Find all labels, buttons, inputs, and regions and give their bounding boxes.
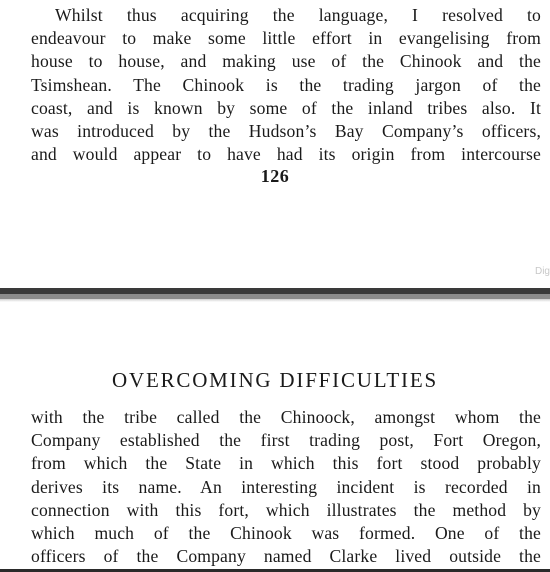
text-line: coast, and is known by some of the inland tribes also. It bbox=[31, 97, 541, 118]
text-line: Tsimshean. The Chinook is the trading jargon of the bbox=[31, 74, 541, 95]
text-line: house to house, and making use of the Chinook and the bbox=[31, 51, 541, 72]
text-line: Company established the first trading post, Fort Oregon, bbox=[31, 430, 541, 451]
top-page bbox=[0, 0, 550, 284]
text-line: was introduced by the Hudson’s Bay Company’s officers, bbox=[31, 120, 541, 141]
text-line: officers of the Company named Clarke lived outside the bbox=[31, 546, 541, 567]
text-line: derives its name. An interesting incident is recorded in bbox=[31, 476, 541, 497]
bottom-page bbox=[0, 302, 550, 572]
text-line: endeavour to make some little effort in evangelising from bbox=[31, 28, 541, 49]
text-line: which much of the Chinook was formed. One of the bbox=[31, 522, 541, 543]
running-head: OVERCOMING DIFFICULTIES bbox=[112, 368, 438, 392]
text-line: with the tribe called the Chinoock, amongst whom the bbox=[31, 407, 541, 427]
text-line: connection with this fort, which illustrates the method by bbox=[31, 499, 541, 520]
top-page-paragraph bbox=[31, 4, 541, 166]
watermark-text: Dig bbox=[534, 266, 550, 277]
text-line: Whilst thus acquiring the language, I resolved to bbox=[55, 5, 541, 25]
text-line: from which the State in which this fort stood probably bbox=[31, 453, 541, 474]
text-line: and would appear to have had its origin from intercourse bbox=[31, 144, 541, 165]
bottom-page-paragraph bbox=[31, 406, 541, 568]
page-number: 126 bbox=[260, 166, 290, 186]
